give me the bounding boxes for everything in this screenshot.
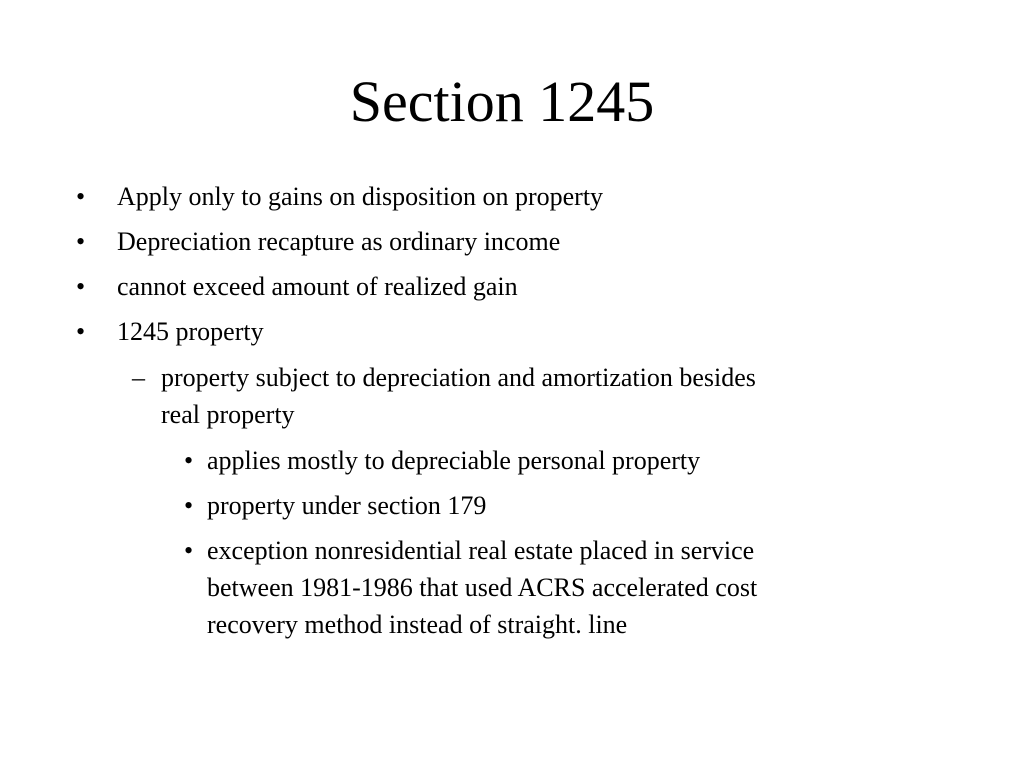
sub-sub-bullet-text-line3: recovery method instead of straight. line xyxy=(207,610,628,639)
bullet-marker: • xyxy=(76,272,86,301)
bullet-marker: • xyxy=(76,317,86,346)
sub-bullet-text-line1: property subject to depreciation and amortization besides xyxy=(161,363,756,392)
slide-title: Section 1245 xyxy=(349,69,655,134)
bullet-text: Depreciation recapture as ordinary income xyxy=(117,227,561,256)
sub-sub-bullet-marker: • xyxy=(184,536,194,565)
sub-sub-bullet-marker: • xyxy=(184,491,194,520)
sub-sub-bullet-text-line1: exception nonresidential real estate placed in service xyxy=(207,536,755,565)
sub-sub-bullet-marker: • xyxy=(184,446,194,475)
bullet-text: cannot exceed amount of realized gain xyxy=(117,272,518,301)
bullet-marker: • xyxy=(76,227,86,256)
bullet-marker: • xyxy=(76,182,86,211)
sub-bullet-text-line2: real property xyxy=(161,400,295,429)
bullet-text: Apply only to gains on disposition on property xyxy=(117,182,604,211)
sub-sub-bullet-text-line2: between 1981-1986 that used ACRS accelerated cost xyxy=(207,573,758,602)
bullet-text: 1245 property xyxy=(117,317,264,346)
sub-bullet-marker: – xyxy=(132,363,145,392)
sub-sub-bullet-text: applies mostly to depreciable personal property xyxy=(207,446,701,475)
sub-sub-bullet-text: property under section 179 xyxy=(207,491,487,520)
